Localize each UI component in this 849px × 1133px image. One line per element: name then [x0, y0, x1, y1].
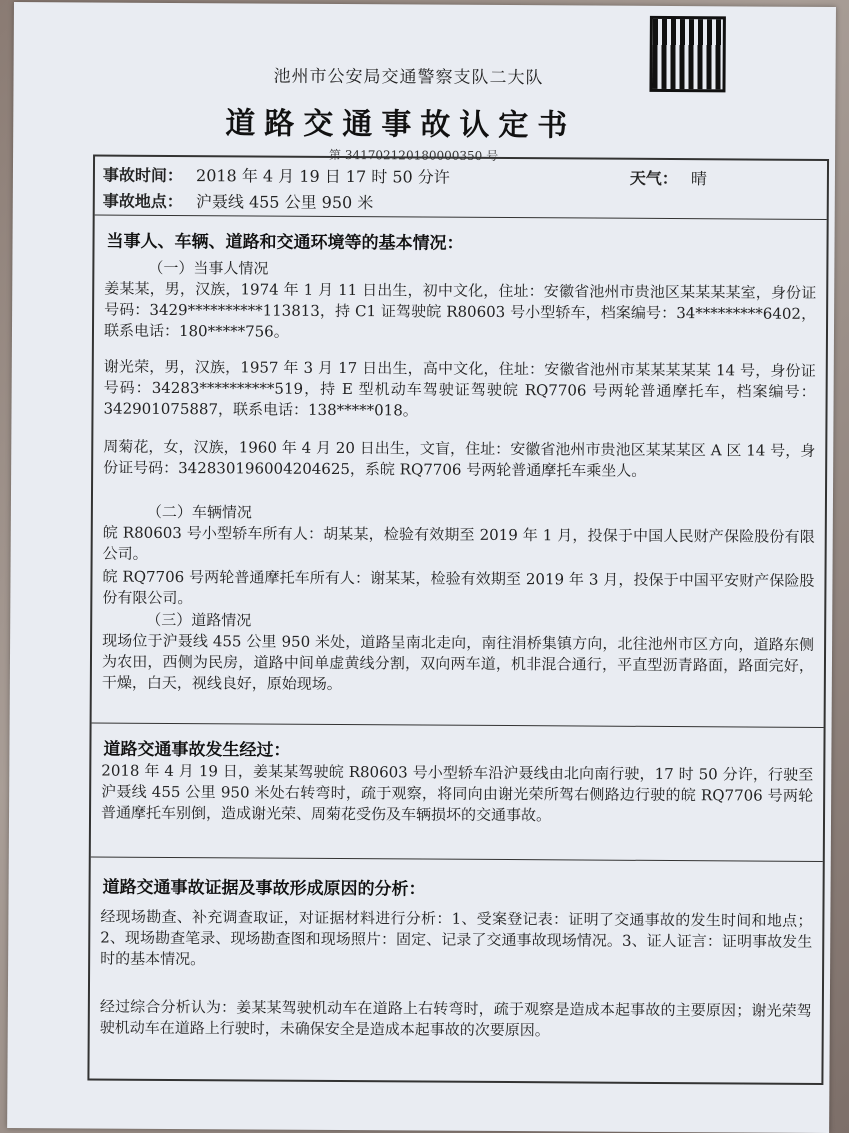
weather-label: 天气： [629, 168, 678, 189]
report-frame [87, 154, 829, 1084]
road-heading: （三）道路情况 [146, 610, 252, 630]
party-1-text: 姜某某，男，汉族，1974 年 1 月 11 日出生，初中文化，住址：安徽省池州市贵池区某某某某室，身份证号码：3429**********113813，持 C1 证驾驶皖 R80603 号小型轿车，档案编号：34*********6402，联系电话：180*****756。 [103, 279, 817, 341]
accident-place-label: 事故地点： [102, 191, 183, 212]
analysis-heading: 道路交通事故证据及事故形成原因的分析： [102, 877, 426, 900]
analysis-text-1: 经现场勘查、补充调查取证，对证据材料进行分析：1、受案登记表：证明了交通事故的发生时间和地点；2、现场勘查笔录、现场勘查图和现场照片：固定、记录了交通事故现场情况。3、证人证言：证明事故发生时的基本情况。 [100, 907, 813, 969]
accident-time-row [103, 163, 450, 188]
party-2-text: 谢光荣，男，汉族，1957 年 3 月 17 日出生，高中文化，住址：安徽省池州市某某某某某 14 号，身份证号码：34283**********519，持 E 型机动车驾驶证驾驶皖 RQ7706 号两轮普通摩托车，档案编号：342901075887，联系电话：138*****018。 [103, 357, 816, 420]
accident-place-row [103, 189, 374, 214]
process-heading: 道路交通事故发生经过： [103, 739, 291, 761]
divider [91, 856, 823, 861]
road-text: 现场位于沪聂线 455 公里 950 米处，道路呈南北走向，南往涓桥集镇方向，北往池州市区方向，道路东侧为农田，西侧为民房，道路中间单虚黄线分割，双向两车道，机非混合通行，平直型沥青路面，路面完好，干燥，白天，视线良好，原始现场。 [101, 631, 815, 694]
divider [92, 722, 824, 727]
divider [95, 214, 827, 219]
qr-code [649, 16, 725, 92]
basic-info-heading: 当事人、车辆、道路和交通环境等的基本情况： [106, 231, 464, 254]
vehicle-heading: （二）车辆情况 [146, 502, 252, 522]
weather-value: 晴 [690, 169, 707, 189]
accident-place-value: 沪聂线 455 公里 950 米 [195, 192, 374, 213]
process-text: 2018 年 4 月 19 日，姜某某驾驶皖 R80603 号小型轿车沿沪聂线由北向南行驶，17 时 50 分许，行驶至沪聂线 455 公里 950 米处右转弯时，疏于观察，将同向由谢光荣所驾右侧路边行驶的皖 RQ7706 号两轮普通摩托车别倒，造成谢光荣、周菊花受伤及车辆损坏的交通事故。 [100, 761, 814, 825]
document-number: 第 341702120180000350 号 [329, 147, 499, 163]
accident-time-label: 事故时间： [102, 165, 184, 186]
document-title: 道路交通事故认定书 [225, 106, 577, 144]
vehicle-2-text: 皖 RQ7706 号两轮普通摩托车所有人：谢某某，检验有效期至 2019 年 3 月，投保于中国平安财产保险股份有限公司。 [102, 567, 815, 608]
party-3-text: 周菊花，女，汉族，1960 年 4 月 20 日出生，文盲，住址：安徽省池州市贵池区某某某区 A 区 14 号，身份证号码：342830196004204625，系皖 RQ7706 号两轮普通摩托车乘坐人。 [103, 437, 816, 480]
issuing-agency: 池州市公安局交通警察支队二大队 [273, 66, 544, 89]
vehicle-1-text: 皖 R80603 号小型轿车所有人：胡某某，检验有效期至 2019 年 1 月，投保于中国人民财产保险股份有限公司。 [102, 523, 815, 563]
analysis-text-2: 经过综合分析认为：姜某某驾驶机动车在道路上右转弯时，疏于观察是造成本起事故的主要原因；谢光荣驾驶机动车在道路上行驶时，未确保安全是造成本起事故的次要原因。 [99, 997, 812, 1040]
document-page [7, 2, 836, 1133]
accident-time-value: 2018 年 4 月 19 日 17 时 50 分许 [195, 166, 450, 187]
party-heading: （一）当事人情况 [148, 258, 269, 278]
weather-field [630, 166, 707, 189]
